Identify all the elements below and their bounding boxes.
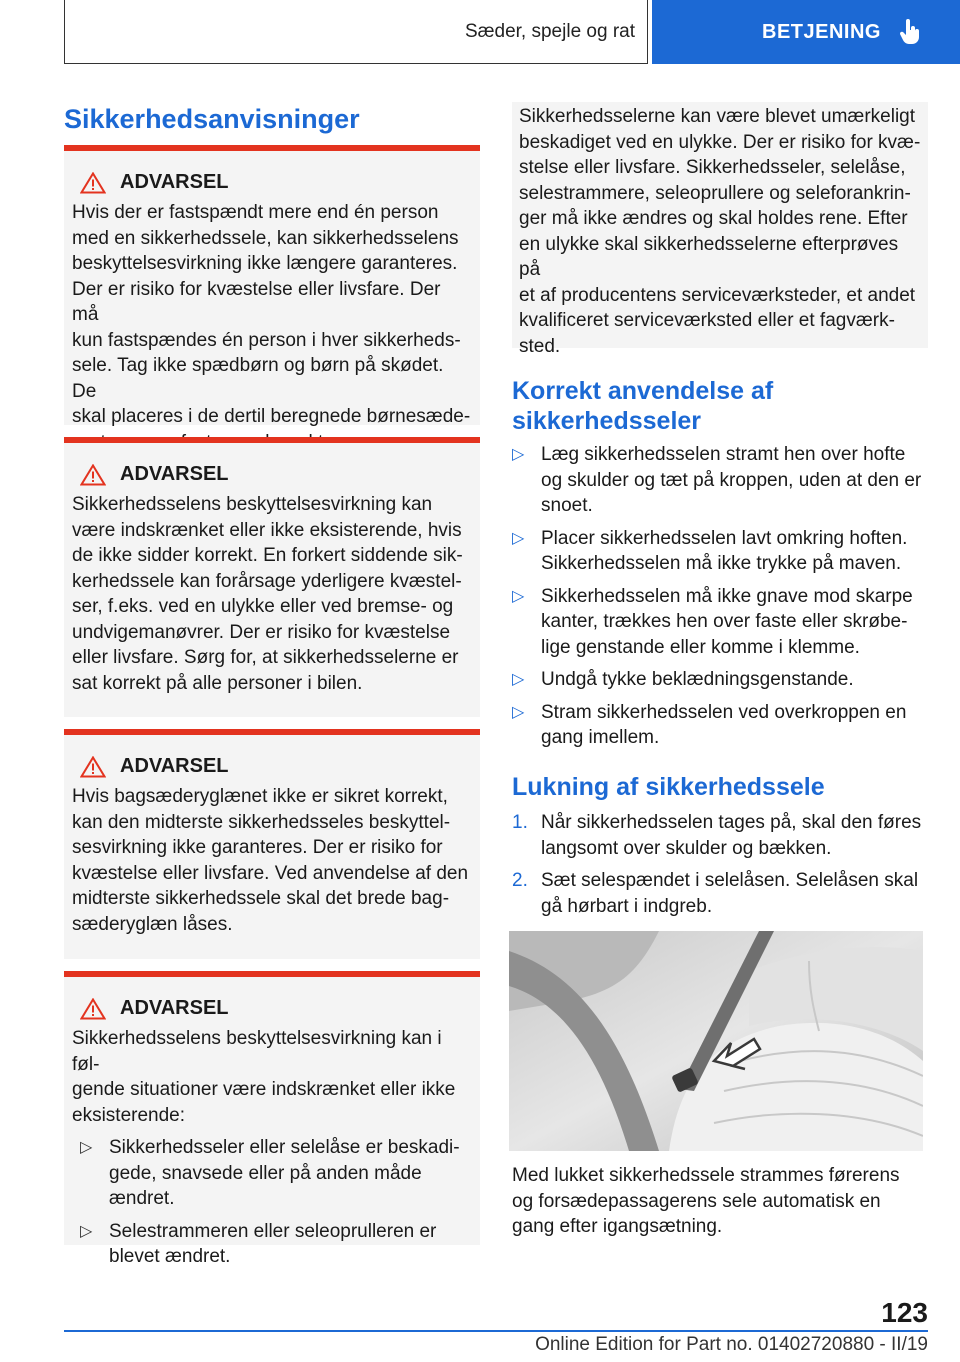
warning-bullet-list xyxy=(80,1135,472,1270)
list-item: ▷ Selestrammeren eller seleoprulleren er blevet ændret. xyxy=(80,1220,437,1267)
correct-use-list xyxy=(512,442,928,758)
fastening-steps xyxy=(512,810,928,926)
warning-box-3 xyxy=(64,729,480,959)
list-item: ▷ Sikkerhedsselen må ikke gnave mod skarpe kanter, trækkes hen over faste eller skrøbe- lige genstande eller komme i klemme. xyxy=(512,585,913,658)
page-title: Sikkerhedsanvisninger xyxy=(64,104,360,134)
warning-heading: ADVARSEL xyxy=(72,997,472,1020)
warning-heading: ADVARSEL xyxy=(72,463,472,486)
warning-box-1 xyxy=(64,145,480,425)
warning-triangle-icon xyxy=(80,756,106,778)
section-title: Sæder, spejle og rat xyxy=(464,20,635,42)
illustration-caption: Med lukket sikkerhedssele strammes førerens og forsædepassagerens sele automatisk en gang efter igangsætning. xyxy=(512,1165,900,1237)
list-item: 1. Når sikkerhedsselen tages på, skal den føres langsomt over skulder og bækken. xyxy=(512,812,922,859)
triangle-bullet-icon: ▷ xyxy=(512,587,525,605)
heading-fastening: Lukning af sikkerhedssele xyxy=(512,773,825,801)
warning-triangle-icon xyxy=(80,464,106,486)
list-item: 2. Sæt selespændet i selelåsen. Selelåsen skal gå hørbart i indgreb. xyxy=(512,870,919,917)
footer-divider xyxy=(64,1330,928,1332)
chapter-title: BETJENING xyxy=(762,20,881,43)
step-number: 2. xyxy=(512,870,528,891)
triangle-bullet-icon: ▷ xyxy=(512,446,525,463)
warning-box-4 xyxy=(64,971,480,1267)
triangle-bullet-icon: ▷ xyxy=(512,703,525,721)
damage-notice-box: Sikkerhedsselerne kan være blevet umærkeligt beskadiget ved en ulykke. Der er risiko for kvæ- stelse eller livsfare. Sikkerhedsseler, selelåse, selestrammere, seleoprullere og seleforankrin- ger må ikke ændres og skal holdes rene. Efter en ulykke skal sikkerhedsselerne efterprøves på et af producentens serviceværksteder, et andet kvalificeret serviceværksted eller et fagværk- sted. xyxy=(512,102,928,348)
step-number: 1. xyxy=(512,812,528,833)
warning-text: Hvis bagsæderyglænet ikke er sikret korrekt, kan den midterste sikkerhedsseles beskyttel- sesvirkning ikke garanteres. Der er risiko for kvæstelse eller livsfare. Ved anvendelse af den midterste sikkerhedssele skal det brede bag- sæderyglæn låses. xyxy=(72,786,469,935)
triangle-bullet-icon: ▷ xyxy=(80,1222,93,1240)
warning-text: Sikkerhedsselens beskyttelsesvirkning kan være indskrænket eller ikke eksisterende, hvis de ikke sidder korrekt. En forkert siddende sik- kerhedssele kan forårsage yderligere kvæstel- ser, f.eks. ved en ulykke eller ved bremse- og undvigemanøvrer. Der er risiko for kvæstelse eller livsfare. Sørg for, at sikkerhedsselerne er sat korrekt på alle personer i bilen. xyxy=(72,494,463,694)
heading-correct-use: Korrekt anvendelse af sikkerhedsseler xyxy=(512,377,774,435)
list-item: ▷ Undgå tykke beklædningsgenstande. xyxy=(512,667,928,693)
warning-heading: ADVARSEL xyxy=(72,755,472,778)
list-item: ▷ Sikkerhedsseler eller selelåse er beskadi- gede, snavsede eller på anden måde ændret. xyxy=(80,1137,460,1209)
warning-text: Hvis der er fastspændt mere end én person med en sikkerhedssele, kan sikkerhedsselens beskyttelsesvirkning ikke længere garanteres. Der er risiko for kvæstelse eller livsfare. Der må kun fastspændes én person i hver sikkerheds- sele. Tag ikke spædbørn og børn på skødet. De skal placeres i de dertil beregnede børnesæde- xyxy=(72,202,471,427)
triangle-bullet-icon: ▷ xyxy=(80,1139,93,1156)
list-item: ▷ Stram sikkerhedsselen ved overkroppen en gang imellem. xyxy=(512,701,907,748)
edition-note: Online Edition for Part no. 01402720880 - II/19 xyxy=(535,1334,928,1355)
hand-pointer-icon xyxy=(899,19,921,45)
triangle-bullet-icon: ▷ xyxy=(512,529,525,547)
warning-text: Sikkerhedsselens beskyttelsesvirkning kan i føl- gende situationer være indskrænket eller ikke eksisterende: xyxy=(72,1028,456,1126)
warning-heading: ADVARSEL xyxy=(72,171,472,194)
warning-triangle-icon xyxy=(80,172,106,194)
seatbelt-buckle-illustration xyxy=(509,931,923,1151)
page-number: 123 xyxy=(881,1297,928,1328)
list-item: ▷ Læg sikkerhedsselen stramt hen over hofte og skulder og tæt på kroppen, uden at den er snoet. xyxy=(512,444,922,516)
warning-box-2 xyxy=(64,437,480,717)
header-chapter xyxy=(652,0,960,64)
header-section xyxy=(64,0,648,64)
list-item: ▷ Placer sikkerhedsselen lavt omkring hoften. Sikkerhedsselen må ikke trykke på maven. xyxy=(512,527,908,574)
warning-triangle-icon xyxy=(80,998,106,1020)
triangle-bullet-icon: ▷ xyxy=(512,671,525,688)
